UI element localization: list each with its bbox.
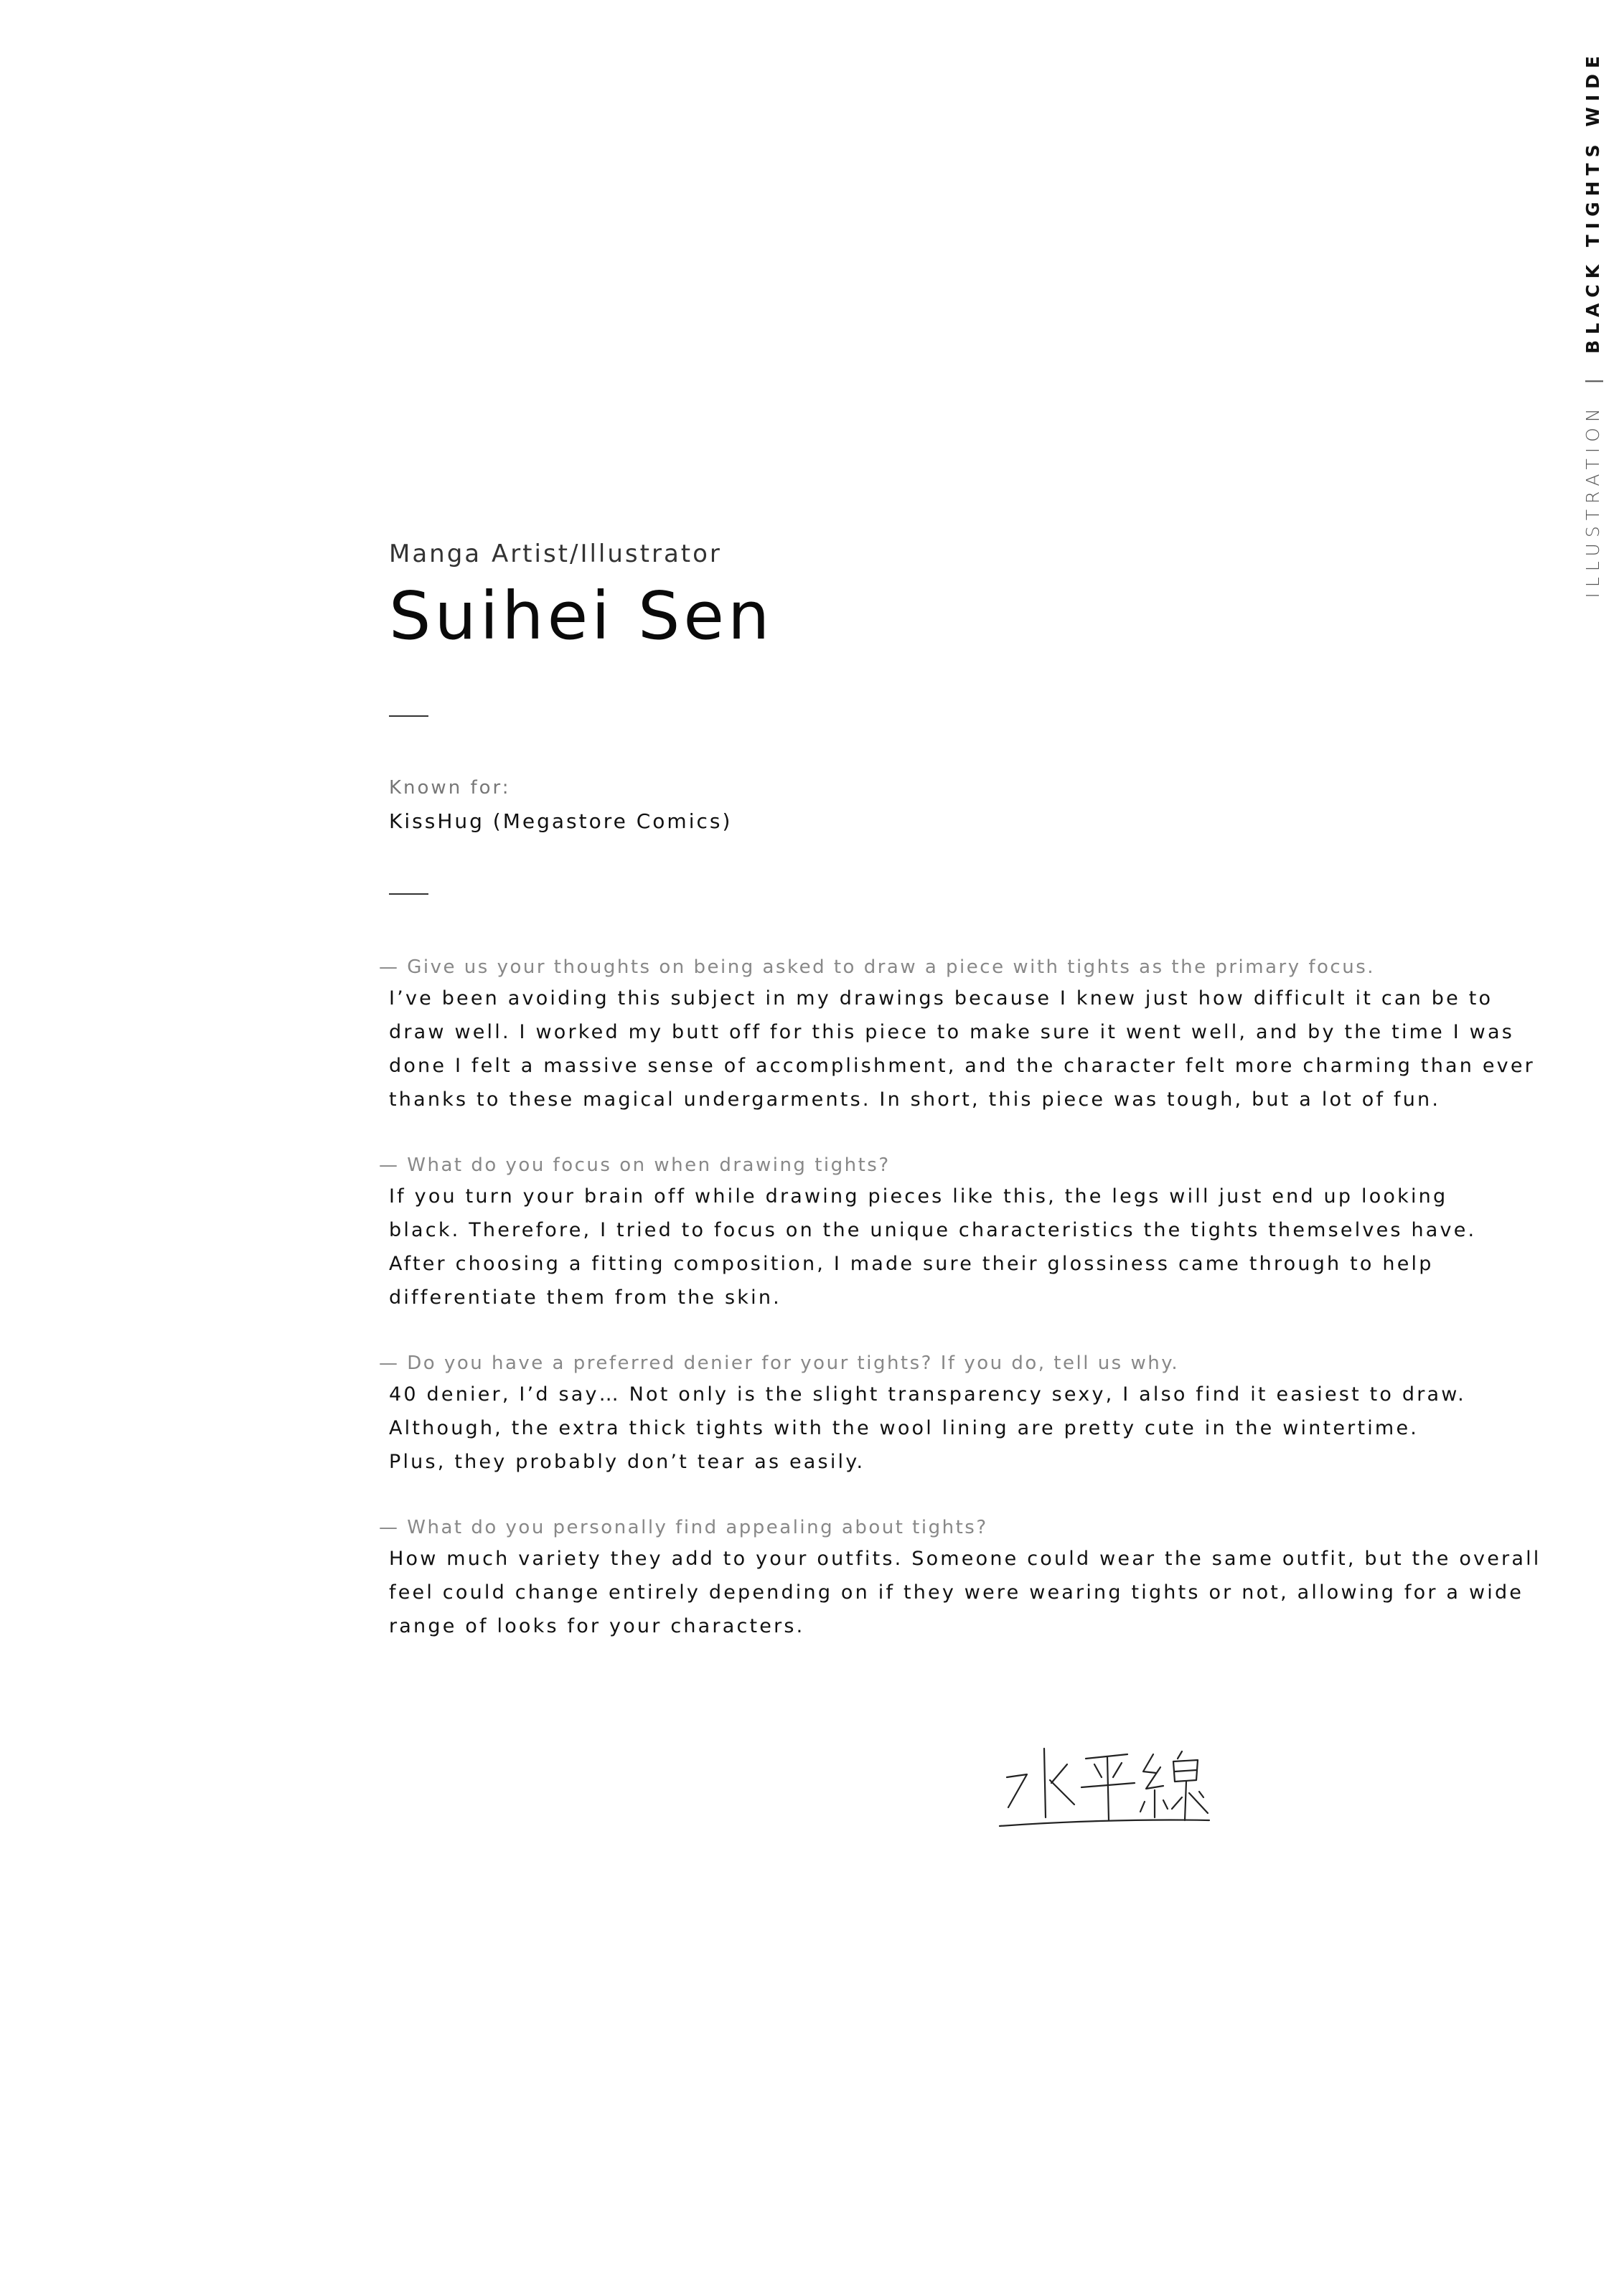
interview-item: [379, 953, 1535, 1116]
signature-stroke: [1199, 1792, 1203, 1797]
signature-stroke: [1107, 1757, 1109, 1820]
side-label-separator: |: [1582, 372, 1603, 385]
answer-line: done I felt a massive sense of accomplishment, and the character felt more charming than ever: [389, 1055, 1535, 1077]
signature-stroke: [1050, 1780, 1074, 1805]
answer-line: thanks to these magical undergarments. In short, this piece was tough, but a lot of fun.: [389, 1088, 1441, 1111]
answer-line: Although, the extra thick tights with the wool lining are pretty cute in the wintertime.: [389, 1417, 1419, 1439]
interview-answer: [389, 1180, 1477, 1314]
signature-stroke: [1113, 1763, 1122, 1777]
interview-item: [379, 1151, 1477, 1314]
artist-role: Manga Artist/Illustrator: [389, 540, 722, 568]
side-label: [1575, 50, 1610, 610]
signature-stroke: [1140, 1802, 1145, 1812]
answer-line: After choosing a fitting composition, I made sure their glossiness came through to help: [389, 1253, 1434, 1275]
answer-line: If you turn your brain off while drawing pieces like this, the legs will just end up looking: [389, 1185, 1448, 1208]
interview-question: — What do you personally find appealing about tights?: [379, 1517, 988, 1538]
answer-line: black. Therefore, I tried to focus on the unique characteristics the tights themselves have.: [389, 1219, 1477, 1241]
answer-line: I’ve been avoiding this subject in my drawings because I knew just how difficult it can be to: [389, 987, 1493, 1010]
signature-stroke: [1146, 1767, 1163, 1789]
divider: [389, 715, 428, 717]
interview-question: — Give us your thoughts on being asked to draw a piece with tights as the primary focus.: [379, 956, 1376, 978]
signature-stroke: [1178, 1751, 1182, 1759]
signature-stroke: [1163, 1800, 1168, 1809]
known-for-value: KissHug (Megastore Comics): [389, 809, 733, 833]
signature-stroke: [1143, 1754, 1156, 1773]
answer-line: draw well. I worked my butt off for this piece to make sure it went well, and by the time I was: [389, 1021, 1514, 1043]
answer-line: 40 denier, I’d say… Not only is the slight transparency sexy, I also find it easiest to draw.: [389, 1383, 1466, 1406]
known-for-label: Known for:: [389, 777, 511, 799]
interview-answer: [389, 1378, 1466, 1479]
answer-line: differentiate them from the skin.: [389, 1286, 782, 1309]
signature-stroke: [1175, 1770, 1196, 1772]
interview-answer: [389, 1542, 1541, 1643]
signature-stroke: [1172, 1797, 1182, 1809]
interview-item: [379, 1349, 1466, 1479]
side-label-section: ILLUSTRATION: [1582, 403, 1603, 598]
signature-stroke: [1007, 1774, 1027, 1807]
answer-line: How much variety they add to your outfits. Someone could wear the same outfit, but the overall: [389, 1548, 1541, 1570]
signature-stroke: [1189, 1793, 1208, 1813]
answer-line: Plus, they probably don’t tear as easily.: [389, 1451, 865, 1473]
divider: [389, 893, 428, 895]
answer-line: feel could change entirely depending on if they were wearing tights or not, allowing for a wide: [389, 1581, 1524, 1604]
artist-name: Suihei Sen: [389, 578, 774, 654]
interview-item: [379, 1513, 1541, 1643]
signature-underline: [1000, 1820, 1209, 1826]
side-label-text: [1575, 50, 1610, 610]
answer-line: range of looks for your characters.: [389, 1615, 805, 1637]
interview-answer: [389, 982, 1535, 1116]
side-label-title: BLACK TIGHTS WIDE: [1582, 50, 1603, 354]
signature-stroke: [1185, 1782, 1186, 1820]
signature-stroke: [1051, 1764, 1067, 1783]
interview-question: — What do you focus on when drawing tights?: [379, 1154, 891, 1176]
interview-list: [379, 953, 1541, 1678]
signature: [994, 1733, 1224, 1840]
interview-question: — Do you have a preferred denier for your tights? If you do, tell us why.: [379, 1352, 1180, 1374]
signature-stroke: [1094, 1764, 1102, 1777]
signature-stroke: [1044, 1749, 1046, 1817]
